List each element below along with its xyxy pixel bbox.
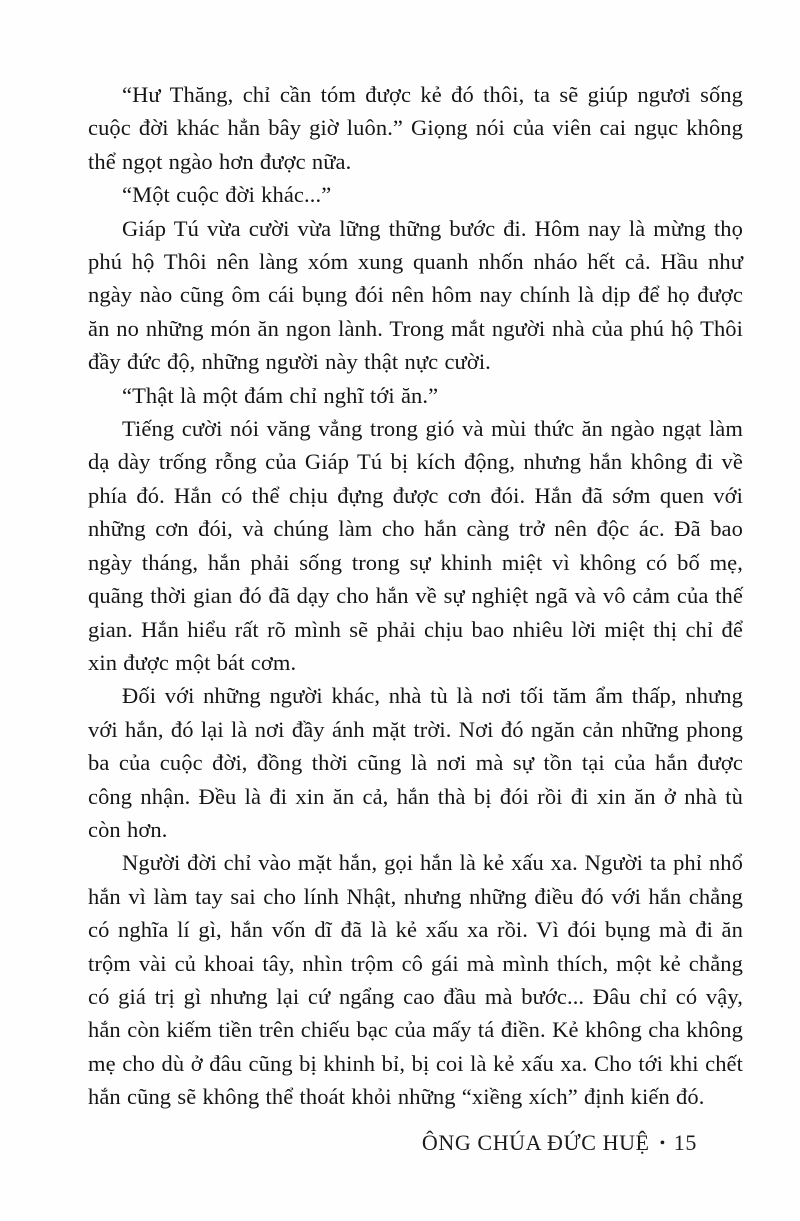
paragraph-narrative-2: Tiếng cười nói văng vẳng trong gió và mùi thức ăn ngào ngạt làm dạ dày trống rỗng của Giáp Tú bị kích động, nhưng hắn không đi về phía đó. Hắn có thể chịu đựng được cơn đói. Hắn đã sớm quen với những cơn đói, và chúng làm cho hắn càng trở nên độc ác. Đã bao ngày tháng, hắn phải sống trong sự khinh miệt vì không có bố mẹ, quãng thời gian đó đã dạy cho hắn về sự nghiệt ngã và vô cảm của thế gian. Hắn hiểu rất rõ mình sẽ phải chịu bao nhiêu lời miệt thị chỉ để xin được một bát cơm. <box>88 416 743 675</box>
separator-dot-icon: • <box>659 1135 666 1152</box>
paragraph-narrative-4: Người đời chỉ vào mặt hắn, gọi hắn là kẻ xấu xa. Người ta phỉ nhổ hắn vì làm tay sai cho lính Nhật, nhưng những điều đó với hắn chẳng có nghĩa lí gì, hắn vốn dĩ đã là kẻ xấu xa rồi. Vì đói bụng mà đi ăn trộm vài củ khoai tây, nhìn trộm cô gái mà mình thích, một kẻ chẳng có giá trị gì nhưng lại cứ ngẩng cao đầu mà bước... Đâu chỉ có vậy, hắn còn kiếm tiền trên chiếu bạc của mấy tá điền. Kẻ không cha không mẹ cho dù ở đâu cũng bị khinh bỉ, bị coi là kẻ xấu xa. Cho tới khi chết hắn cũng sẽ không thể thoát khỏi những “xiềng xích” định kiến đó. <box>88 850 743 1110</box>
paragraph-dialogue-3: “Thật là một đám chỉ nghĩ tới ăn.” <box>122 382 439 408</box>
page-number: 15 <box>673 1130 697 1155</box>
page-footer <box>422 1128 697 1159</box>
paragraph-narrative-1: Giáp Tú vừa cười vừa lững thững bước đi. Hôm nay là mừng thọ phú hộ Thôi nên làng xóm xung quanh nhốn nháo hết cả. Hầu như ngày nào cũng ôm cái bụng đói nên hôm nay chính là dịp để họ được ăn no những món ăn ngon lành. Trong mắt người nhà của phú hộ Thôi đầy đức độ, những người này thật nực cười. <box>88 215 743 375</box>
body-text <box>88 78 743 1114</box>
paragraph-dialogue-1: “Hư Thăng, chỉ cần tóm được kẻ đó thôi, ta sẽ giúp ngươi sống cuộc đời khác hẳn bây giờ luôn.” Giọng nói của viên cai ngục không thể ngọt ngào hơn được nữa. <box>88 82 743 174</box>
running-title: ÔNG CHÚA ĐỨC HUỆ <box>421 1130 650 1155</box>
paragraph-narrative-3: Đối với những người khác, nhà tù là nơi tối tăm ẩm thấp, nhưng với hắn, đó lại là nơi đầy ánh mặt trời. Nơi đó ngăn cản những phong ba của cuộc đời, đồng thời cũng là nơi mà sự tồn tại của hắn được công nhận. Đều là đi xin ăn cả, hắn thà bị đói rồi đi xin ăn ở nhà tù còn hơn. <box>88 683 743 842</box>
paragraph-dialogue-2: “Một cuộc đời khác...” <box>122 182 332 208</box>
